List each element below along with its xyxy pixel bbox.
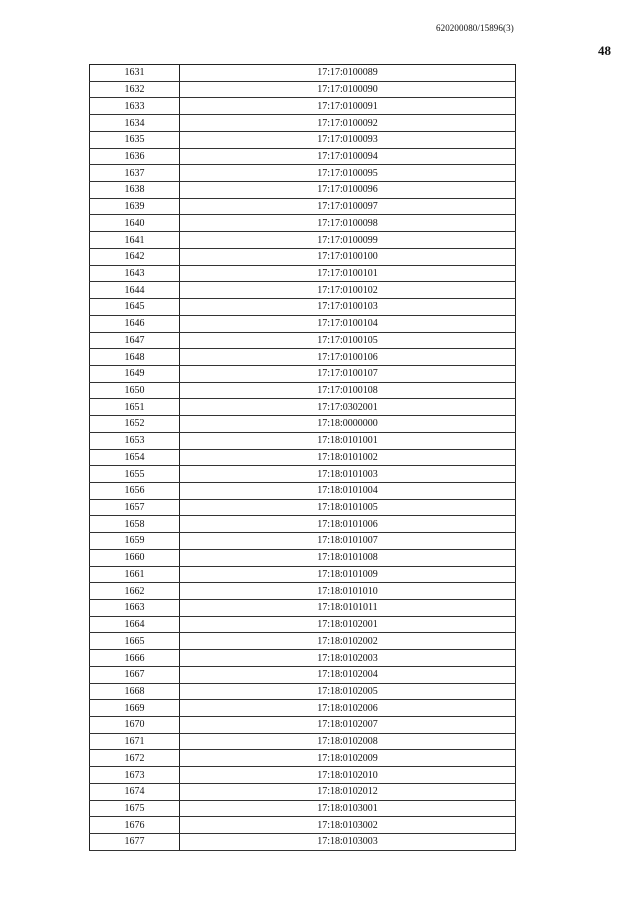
table-row [90,683,516,700]
cadastral-code-cell: 17:17:0100108 [180,382,516,399]
cadastral-code-cell: 17:17:0100103 [180,299,516,316]
table-row [90,516,516,533]
table-row [90,449,516,466]
cadastral-code-cell: 17:18:0102009 [180,750,516,767]
cadastral-code-cell: 17:18:0101009 [180,566,516,583]
row-number-cell: 1667 [90,666,180,683]
cadastral-code-cell: 17:18:0101010 [180,583,516,600]
table-row [90,633,516,650]
table-row [90,349,516,366]
table-row [90,817,516,834]
cadastral-code-cell: 17:17:0100096 [180,182,516,199]
table-row [90,800,516,817]
cadastral-code-cell: 17:18:0102006 [180,700,516,717]
table-row [90,566,516,583]
row-number-cell: 1641 [90,232,180,249]
table-row [90,182,516,199]
cadastral-code-cell: 17:18:0101007 [180,533,516,550]
row-number-cell: 1659 [90,533,180,550]
row-number-cell: 1649 [90,365,180,382]
cadastral-code-cell: 17:18:0102012 [180,783,516,800]
table-row [90,232,516,249]
cadastral-code-cell: 17:18:0102008 [180,733,516,750]
table-row [90,115,516,132]
row-number-cell: 1675 [90,800,180,817]
cadastral-code-cell: 17:18:0102005 [180,683,516,700]
table-row [90,616,516,633]
table-row [90,165,516,182]
cadastral-code-cell: 17:17:0100098 [180,215,516,232]
row-number-cell: 1632 [90,81,180,98]
page-number: 48 [598,43,611,58]
row-number-cell: 1653 [90,432,180,449]
cadastral-code-cell: 17:18:0101011 [180,600,516,617]
cadastral-code-cell: 17:18:0102010 [180,767,516,784]
table-row [90,700,516,717]
table-row [90,834,516,851]
table-row [90,215,516,232]
row-number-cell: 1634 [90,115,180,132]
cadastral-code-cell: 17:17:0100094 [180,148,516,165]
cadastral-code-cell: 17:18:0102001 [180,616,516,633]
table-row [90,583,516,600]
cadastral-code-cell: 17:18:0101004 [180,482,516,499]
row-number-cell: 1642 [90,248,180,265]
cadastral-code-cell: 17:18:0101006 [180,516,516,533]
cadastral-code-cell: 17:17:0100104 [180,315,516,332]
table-row [90,666,516,683]
row-number-cell: 1660 [90,549,180,566]
row-number-cell: 1658 [90,516,180,533]
row-number-cell: 1670 [90,717,180,734]
row-number-cell: 1665 [90,633,180,650]
row-number-cell: 1669 [90,700,180,717]
cadastral-code-cell: 17:18:0101008 [180,549,516,566]
cadastral-code-cell: 17:18:0000000 [180,416,516,433]
row-number-cell: 1652 [90,416,180,433]
row-number-cell: 1646 [90,315,180,332]
table-row [90,248,516,265]
cadastral-code-cell: 17:18:0101005 [180,499,516,516]
row-number-cell: 1664 [90,616,180,633]
row-number-cell: 1673 [90,767,180,784]
cadastral-code-cell: 17:18:0101001 [180,432,516,449]
cadastral-code-cell: 17:17:0302001 [180,399,516,416]
row-number-cell: 1640 [90,215,180,232]
table-row [90,382,516,399]
row-number-cell: 1676 [90,817,180,834]
table-row [90,416,516,433]
table-row [90,131,516,148]
row-number-cell: 1644 [90,282,180,299]
table-row [90,767,516,784]
row-number-cell: 1662 [90,583,180,600]
cadastral-code-cell: 17:17:0100101 [180,265,516,282]
cadastral-code-cell: 17:17:0100100 [180,248,516,265]
table-row [90,399,516,416]
table-row [90,650,516,667]
table-row [90,717,516,734]
cadastral-code-cell: 17:18:0103002 [180,817,516,834]
table-row [90,533,516,550]
table-row [90,549,516,566]
cadastral-code-cell: 17:18:0102003 [180,650,516,667]
cadastral-code-cell: 17:17:0100106 [180,349,516,366]
row-number-cell: 1655 [90,466,180,483]
row-number-cell: 1635 [90,131,180,148]
table-row [90,81,516,98]
table-row [90,600,516,617]
row-number-cell: 1656 [90,482,180,499]
table-row [90,432,516,449]
row-number-cell: 1666 [90,650,180,667]
table-row [90,783,516,800]
table-row [90,750,516,767]
cadastral-code-cell: 17:18:0102002 [180,633,516,650]
row-number-cell: 1661 [90,566,180,583]
cadastral-code-cell: 17:18:0103001 [180,800,516,817]
cadastral-code-cell: 17:18:0103003 [180,834,516,851]
table-row [90,365,516,382]
row-number-cell: 1638 [90,182,180,199]
cadastral-code-cell: 17:17:0100092 [180,115,516,132]
table-row [90,332,516,349]
row-number-cell: 1645 [90,299,180,316]
row-number-cell: 1668 [90,683,180,700]
table-row [90,499,516,516]
cadastral-code-cell: 17:18:0101003 [180,466,516,483]
row-number-cell: 1633 [90,98,180,115]
cadastral-code-cell: 17:17:0100095 [180,165,516,182]
cadastral-code-cell: 17:17:0100105 [180,332,516,349]
row-number-cell: 1671 [90,733,180,750]
cadastral-code-cell: 17:17:0100099 [180,232,516,249]
row-number-cell: 1636 [90,148,180,165]
row-number-cell: 1672 [90,750,180,767]
table-row [90,482,516,499]
row-number-cell: 1677 [90,834,180,851]
table-row [90,265,516,282]
row-number-cell: 1643 [90,265,180,282]
row-number-cell: 1663 [90,600,180,617]
cadastral-code-cell: 17:17:0100089 [180,65,516,82]
cadastral-code-cell: 17:17:0100090 [180,81,516,98]
table-row [90,198,516,215]
cadastral-code-cell: 17:18:0102007 [180,717,516,734]
cadastral-code-cell: 17:17:0100093 [180,131,516,148]
registry-table [89,64,516,851]
row-number-cell: 1631 [90,65,180,82]
cadastral-code-cell: 17:18:0101002 [180,449,516,466]
table-row [90,315,516,332]
cadastral-code-cell: 17:17:0100097 [180,198,516,215]
cadastral-code-cell: 17:17:0100107 [180,365,516,382]
row-number-cell: 1654 [90,449,180,466]
table-row [90,282,516,299]
row-number-cell: 1637 [90,165,180,182]
row-number-cell: 1674 [90,783,180,800]
table-row [90,466,516,483]
row-number-cell: 1650 [90,382,180,399]
cadastral-code-cell: 17:18:0102004 [180,666,516,683]
row-number-cell: 1651 [90,399,180,416]
table-row [90,733,516,750]
table-row [90,98,516,115]
table-row [90,65,516,82]
row-number-cell: 1648 [90,349,180,366]
document-reference: 620200080/15896(3) [436,23,514,33]
table-row [90,148,516,165]
table-row [90,299,516,316]
row-number-cell: 1647 [90,332,180,349]
row-number-cell: 1657 [90,499,180,516]
cadastral-code-cell: 17:17:0100091 [180,98,516,115]
row-number-cell: 1639 [90,198,180,215]
cadastral-code-cell: 17:17:0100102 [180,282,516,299]
registry-table-body [90,65,516,851]
